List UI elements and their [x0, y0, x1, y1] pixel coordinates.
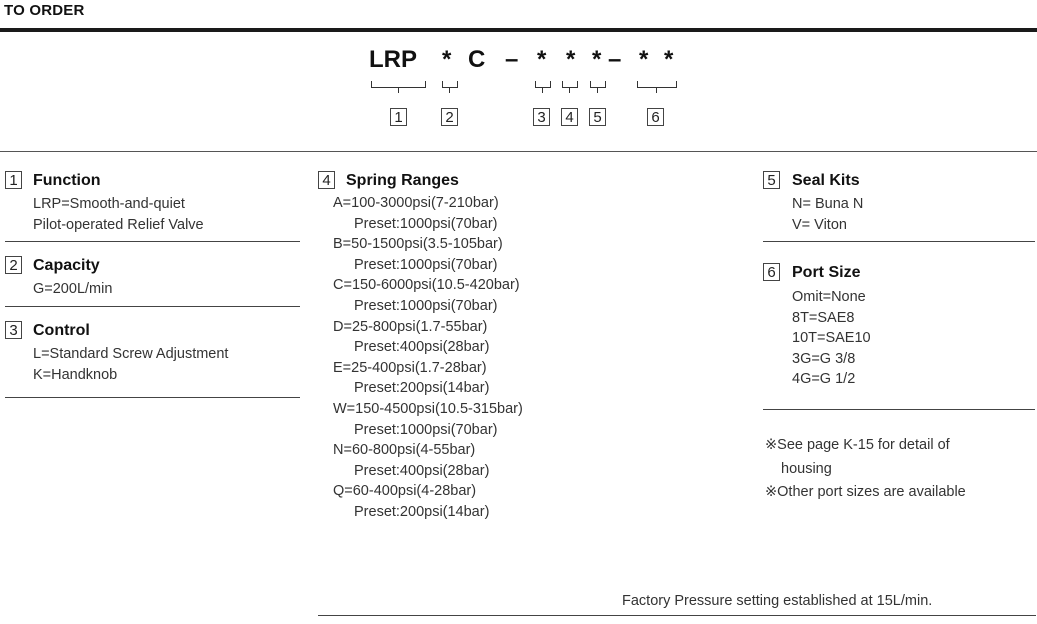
function-title: Function [33, 172, 101, 189]
port-size-list [792, 287, 871, 390]
spring-range-line: A=100-3000psi(7-210bar) [333, 195, 499, 211]
control-rule [5, 397, 300, 398]
function-number-box: 1 [5, 171, 22, 189]
header-rule [0, 28, 1037, 32]
spring-ranges-rule [318, 615, 1036, 616]
notes [765, 434, 966, 505]
page-title: TO ORDER [4, 2, 85, 19]
seal-kits-rule [763, 241, 1035, 242]
note-line: ※See page K-15 for detail of [765, 437, 950, 453]
factory-pressure-footnote: Factory Pressure setting established at 15L/min. [622, 593, 933, 609]
port-size-line: 8T=SAE8 [792, 309, 855, 326]
spring-preset-line: Preset:400psi(28bar) [354, 339, 490, 356]
seal-kits-line: V= Viton [792, 217, 847, 233]
code-bracket-stem [569, 88, 570, 93]
code-bracket-stem [656, 88, 657, 93]
capacity-line: G=200L/min [33, 281, 113, 297]
position-number-box: 4 [561, 108, 578, 126]
control-number-box: 3 [5, 321, 22, 339]
spring-range-line: N=60-800psi(4-55bar) [333, 442, 476, 459]
spring-range-line: B=50-1500psi(3.5-105bar) [333, 236, 503, 253]
spring-preset-line: Preset:200psi(14bar) [354, 503, 490, 520]
code-segment-spring-placeholder: * [566, 46, 576, 73]
port-size-line: 3G=G 3/8 [792, 350, 856, 367]
port-size-line: Omit=None [792, 289, 866, 305]
code-segment-control-placeholder: * [537, 46, 547, 73]
seal-kits-number-box: 5 [763, 171, 780, 189]
spring-ranges-title: Spring Ranges [346, 172, 459, 189]
note-line: ※Other port sizes are available [765, 484, 966, 500]
code-bracket [590, 81, 606, 88]
seal-kits-title: Seal Kits [792, 172, 860, 189]
function-line: LRP=Smooth-and-quiet [33, 196, 185, 212]
section-divider [0, 151, 1037, 152]
code-bracket [371, 81, 426, 88]
code-bracket [442, 81, 458, 88]
spring-range-line: D=25-800psi(1.7-55bar) [333, 318, 488, 335]
position-number-box: 6 [647, 108, 664, 126]
note-line: housing [781, 460, 832, 477]
code-bracket [535, 81, 551, 88]
position-number-box: 3 [533, 108, 550, 126]
spring-range-line: W=150-4500psi(10.5-315bar) [333, 400, 523, 417]
seal-kits-line: N= Buna N [792, 196, 864, 212]
code-bracket-stem [398, 88, 399, 93]
code-bracket-stem [597, 88, 598, 93]
code-segment-port-placeholder: * [639, 46, 649, 73]
code-bracket [637, 81, 677, 88]
spring-range-line: E=25-400psi(1.7-28bar) [333, 359, 487, 376]
spring-ranges-number-box: 4 [318, 171, 335, 189]
control-title: Control [33, 322, 90, 339]
spring-range-line: Q=60-400psi(4-28bar) [333, 483, 477, 500]
port-size-number-box: 6 [763, 263, 780, 281]
code-segment-dash: – [608, 46, 622, 73]
position-number-box: 5 [589, 108, 606, 126]
code-segment-function-placeholder: * [442, 46, 452, 73]
code-bracket-stem [542, 88, 543, 93]
spring-range-line: C=150-6000psi(10.5-420bar) [333, 277, 520, 294]
spring-ranges-list [333, 193, 523, 523]
spring-preset-line: Preset:1000psi(70bar) [354, 421, 498, 438]
code-segment-dash: – [505, 46, 519, 73]
function-rule [5, 241, 300, 242]
code-bracket-stem [449, 88, 450, 93]
port-size-line: 4G=G 1/2 [792, 371, 856, 388]
spring-preset-line: Preset:1000psi(70bar) [354, 256, 498, 273]
spring-preset-line: Preset:400psi(28bar) [354, 462, 490, 479]
spring-preset-line: Preset:200psi(14bar) [354, 380, 490, 397]
control-line: K=Handknob [33, 367, 118, 383]
capacity-rule [5, 306, 300, 307]
spring-preset-line: Preset:1000psi(70bar) [354, 297, 498, 314]
function-line: Pilot-operated Relief Valve [33, 217, 204, 233]
code-segment-port-placeholder: * [664, 46, 674, 73]
code-segment-capacity: C [468, 46, 486, 73]
spring-preset-line: Preset:1000psi(70bar) [354, 215, 498, 232]
code-segment-prefix: LRP [369, 46, 417, 73]
port-size-title: Port Size [792, 264, 861, 281]
code-bracket [562, 81, 578, 88]
control-line: L=Standard Screw Adjustment [33, 346, 229, 362]
capacity-title: Capacity [33, 257, 100, 274]
code-segment-seal-placeholder: * [592, 46, 602, 73]
port-size-rule [763, 409, 1035, 410]
position-number-box: 1 [390, 108, 407, 126]
port-size-line: 10T=SAE10 [792, 330, 871, 347]
capacity-number-box: 2 [5, 256, 22, 274]
position-number-box: 2 [441, 108, 458, 126]
